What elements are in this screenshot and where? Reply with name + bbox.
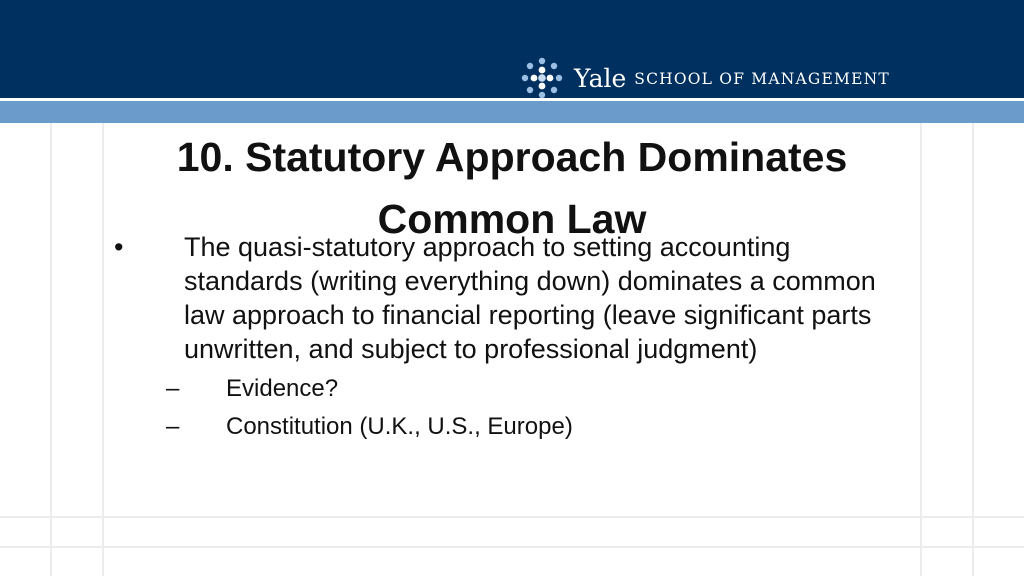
slide-body	[108, 230, 908, 446]
sub-bullet-item	[108, 408, 908, 446]
bullet-text: The quasi-statutory approach to setting accounting standards (writing everything down) dominates a common law approach to financial reporting (leave significant parts unwritten, and subject to professional judgment)	[184, 232, 876, 364]
sub-bullet-marker: –	[166, 375, 180, 402]
background-grid-line	[920, 123, 922, 576]
background-grid-line	[0, 516, 1024, 518]
bullet-item	[108, 230, 908, 366]
sub-bullet-text: Constitution (U.K., U.S., Europe)	[226, 413, 573, 440]
sub-bullet-item	[108, 370, 908, 408]
yale-som-emblem-icon	[520, 56, 564, 100]
sub-bullet-marker: –	[166, 413, 180, 440]
header-accent-bar	[0, 101, 1024, 123]
yale-som-logo	[520, 56, 890, 100]
sub-bullet-text: Evidence?	[226, 375, 339, 402]
slide-title: 10. Statutory Approach Dominates Common Law	[176, 134, 848, 242]
background-grid-line	[50, 123, 52, 576]
bullet-marker: •	[114, 232, 124, 262]
background-grid-line	[972, 123, 974, 576]
logo-yale-text: Yale	[574, 63, 627, 93]
background-grid-line	[0, 546, 1024, 548]
logo-school-text: SCHOOL OF MANAGEMENT	[634, 70, 890, 89]
